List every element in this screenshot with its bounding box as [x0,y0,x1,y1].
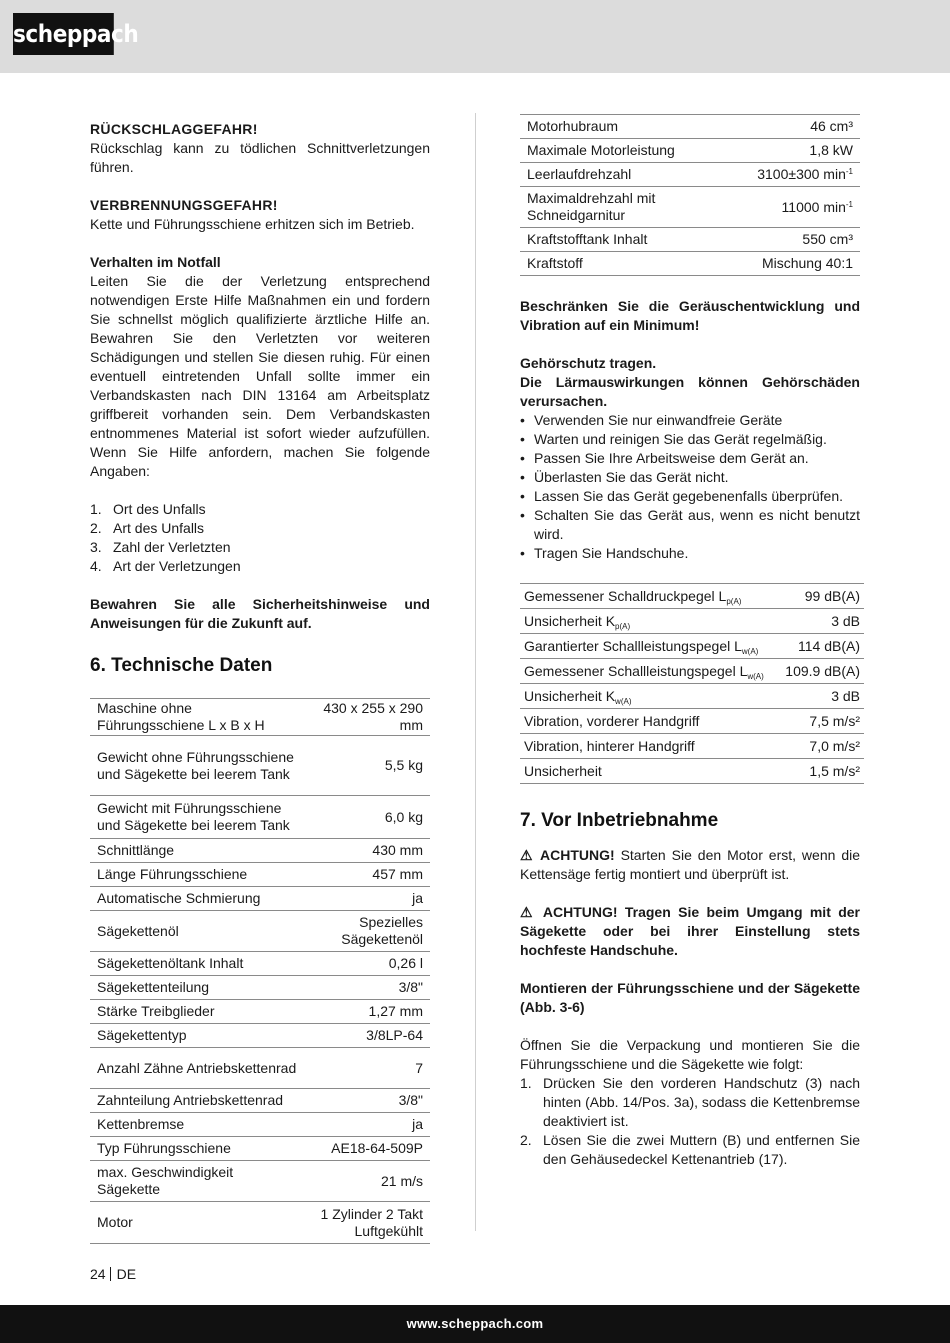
spec-value: 11000 $\min^{-1}$ [720,187,860,228]
mount-intro: Öffnen Sie die Verpackung und montieren Sie die Führungsschiene und die Sägekette wie folgt: [520,1037,860,1072]
spec-value: 7,5 m/s² [778,709,864,734]
spec-value: Mischung 40:1 [720,252,860,276]
column-divider [475,113,476,1231]
spec-label: Unsicherheit $K_{p(A)}$ [520,609,778,634]
spec-value: 550 cm³ [720,228,860,252]
spec-value: 7,0 m/s² [778,734,864,759]
table-row [520,759,864,784]
spec-label: Schnittlänge [90,839,305,863]
table-row [520,228,860,252]
emergency-list [90,500,430,576]
spec-value: 3/8" [305,1089,430,1113]
spec-value: 46 cm³ [720,115,860,139]
spec-value: 21 m/s [305,1161,430,1202]
table-row [90,1048,430,1089]
table-row [90,796,430,839]
left-column [90,120,430,1244]
table-row [90,1000,430,1024]
table-row [90,887,430,911]
warning-text: Starten Sie den Motor erst, wenn die Kettensäge fertig montiert und überprüft ist. [520,847,860,882]
page-number: 24 DE [90,1266,137,1282]
spec-label: Motor [90,1202,305,1244]
table-row [90,1113,430,1137]
spec-value: 430 x 255 x 290 mm [305,699,430,736]
table-row [520,252,860,276]
table-row [520,584,864,609]
spec-label: Maschine ohne Führungsschiene L x B x H [90,699,305,736]
table-row [90,699,430,736]
table-row [90,839,430,863]
keep-instructions-note: Bewahren Sie alle Sicherheitshinweise und Anweisungen für die Zukunft auf. [90,596,430,631]
spec-label: Motorhubraum [520,115,720,139]
list-item: 2. Lösen Sie die zwei Muttern (B) und entfernen Sie den Gehäusedeckel Kettenantrieb (17). [520,1132,860,1167]
spec-value: 5,5 kg [305,736,430,796]
list-item: 2. Art des Unfalls [90,520,205,536]
spec-label: Stärke Treibglieder [90,1000,305,1024]
table-row [90,976,430,1000]
spec-label: Kraftstoff [520,252,720,276]
list-item: • Schalten Sie das Gerät aus, wenn es nicht benutzt wird. [520,507,860,542]
list-item: 4. Art der Verletzungen [90,558,241,574]
spec-label: Automatische Schmierung [90,887,305,911]
spec-value: 109.9 dB(A) [778,659,864,684]
list-item: • Überlasten Sie das Gerät nicht. [520,469,729,485]
spec-value: ja [305,887,430,911]
spec-label: Gemessener Schallleistungspegel $L_{w(A)}$ [520,659,778,684]
spec-label: Länge Führungsschiene [90,863,305,887]
spec-value: 0,26 l [305,952,430,976]
spec-label: Vibration, hinterer Handgriff [520,734,778,759]
spec-label: Gemessener Schalldruckpegel $L_{p(A)}$ [520,584,778,609]
spec-label: Unsicherheit $K_{w(A)}$ [520,684,778,709]
table-row [520,709,864,734]
spec-label: Zahnteilung Antriebskettenrad [90,1089,305,1113]
spec-value: 3/8LP-64 [305,1024,430,1048]
table-row [90,1202,430,1244]
spec-label: Maximale Motorleistung [520,139,720,163]
noise-limit-note: Beschränken Sie die Geräuschentwicklung und Vibration auf ein Minimum! [520,298,860,333]
mount-title: Montieren der Führungsschiene und der Sägekette (Abb. 3-6) [520,980,860,1015]
list-item: • Verwenden Sie nur einwandfreie Geräte [520,412,783,428]
spec-label: max. Geschwindigkeit Sägekette [90,1161,305,1202]
noise-data-table [520,583,864,784]
technical-data-table [90,698,430,1244]
kickback-text: Rückschlag kann zu tödlichen Schnittverletzungen führen. [90,140,430,175]
table-row [90,952,430,976]
engine-data-table [520,114,860,276]
table-row [90,1137,430,1161]
spec-value: Spezielles Sägekettenöl [305,911,430,952]
hearing-damage-note: Die Lärmauswirkungen können Gehörschäden verursachen. [520,374,860,409]
right-column [520,114,860,1169]
section-title-before-use: 7. Vor Inbetriebnahme [520,810,719,831]
hearing-protection-title: Gehörschutz tragen. [520,355,657,371]
warning-icon: ⚠ [520,847,535,863]
spec-value: 99 dB(A) [778,584,864,609]
list-item: • Tragen Sie Handschuhe. [520,545,689,561]
spec-label: Maximaldrehzahl mit Schneidgarnitur [520,187,720,228]
spec-label: Sägekettenteilung [90,976,305,1000]
table-row [90,736,430,796]
spec-label: Anzahl Zähne Antriebskettenrad [90,1048,305,1089]
table-row [90,863,430,887]
spec-value: 3100±300 $\min^{-1}$ [720,163,860,187]
list-item: • Passen Sie Ihre Arbeitsweise dem Gerät an. [520,450,809,466]
table-row [520,609,864,634]
spec-value: 457 mm [305,863,430,887]
spec-value: 3 dB [778,609,864,634]
table-row [520,139,860,163]
spec-value: 1,5 m/s² [778,759,864,784]
table-row [90,1024,430,1048]
spec-label: Vibration, vorderer Handgriff [520,709,778,734]
spec-label: Unsicherheit [520,759,778,784]
warning-gloves [520,903,860,960]
spec-label: Gewicht mit Führungsschiene und Sägekette bei leerem Tank [90,796,305,839]
warning-icon: ⚠ [520,904,537,920]
table-row [90,1161,430,1202]
table-row [520,163,860,187]
table-row [90,911,430,952]
spec-value: 6,0 kg [305,796,430,839]
spec-value: 430 mm [305,839,430,863]
spec-value: ja [305,1113,430,1137]
spec-value: 3/8" [305,976,430,1000]
emergency-title: Verhalten im Notfall [90,254,221,270]
list-item: • Warten und reinigen Sie das Gerät regelmäßig. [520,431,827,447]
spec-label: Kettenbremse [90,1113,305,1137]
table-row [520,734,864,759]
list-item: 1. Ort des Unfalls [90,501,206,517]
table-row [520,187,860,228]
table-row [520,659,864,684]
warning-motor-start [520,846,860,884]
spec-value: 1 Zylinder 2 Takt Luftgekühlt [305,1202,430,1244]
spec-label: Sägekettenöltank Inhalt [90,952,305,976]
spec-value: 1,8 kW [720,139,860,163]
spec-value: AE18-64-509P [305,1137,430,1161]
spec-value: 114 dB(A) [778,634,864,659]
spec-label: Kraftstofftank Inhalt [520,228,720,252]
table-row [90,1089,430,1113]
spec-label: Typ Führungsschiene [90,1137,305,1161]
burn-text: Kette und Führungsschiene erhitzen sich im Betrieb. [90,216,415,232]
table-row [520,115,860,139]
spec-label: Leerlaufdrehzahl [520,163,720,187]
table-row [520,634,864,659]
page-header [0,0,950,73]
spec-label: Sägekettentyp [90,1024,305,1048]
spec-label: Gewicht ohne Führungsschiene und Sägekette bei leerem Tank [90,736,305,796]
burn-title: VERBRENNUNGSGEFAHR! [90,197,278,213]
kickback-title: RÜCKSCHLAGGEFAHR! [90,121,258,137]
footer-website[interactable]: www.scheppach.com [0,1305,950,1343]
spec-label: Sägekettenöl [90,911,305,952]
table-row [520,684,864,709]
brand-logo: scheppach [13,13,114,55]
spec-value: 7 [305,1048,430,1089]
section-title-technical-data: 6. Technische Daten [90,655,273,676]
mount-steps [520,1074,860,1169]
list-item: • Lassen Sie das Gerät gegebenenfalls überprüfen. [520,488,843,504]
warning-gloves-text: ACHTUNG! Tragen Sie beim Umgang mit der Sägekette oder bei ihrer Einstellung stets hochfeste Handschuhe. [520,904,860,958]
warning-label: ACHTUNG! [540,847,615,863]
list-item: 1. Drücken Sie den vorderen Handschutz (3) nach hinten (Abb. 14/Pos. 3a), sodass die Kettenbremse deaktiviert ist. [520,1075,860,1129]
list-item: 3. Zahl der Verletzten [90,539,231,555]
spec-value: 1,27 mm [305,1000,430,1024]
spec-label: Garantierter Schallleistungspegel $L_{w(A)}$ [520,634,778,659]
noise-bullet-list [520,411,860,563]
emergency-text: Leiten Sie die der Verletzung entsprechend notwendigen Erste Hilfe Maßnahmen ein und fordern Sie schnellst möglich qualifizierte ärztliche Hilfe an. Bewahren Sie den Verletzten vor weiteren Schädigungen und stellen Sie diesen ruhig. Für einen eventuell eintretenden Unfall sollte immer ein Verbandskasten nach DIN 13164 am Arbeitsplatz griffbereit vorhanden sein. Dem Verbandskasten entnommenes Material ist sofort wieder aufzufüllen. Wenn Sie Hilfe anfordern, machen Sie folgende Angaben: [90,273,430,479]
spec-value: 3 dB [778,684,864,709]
